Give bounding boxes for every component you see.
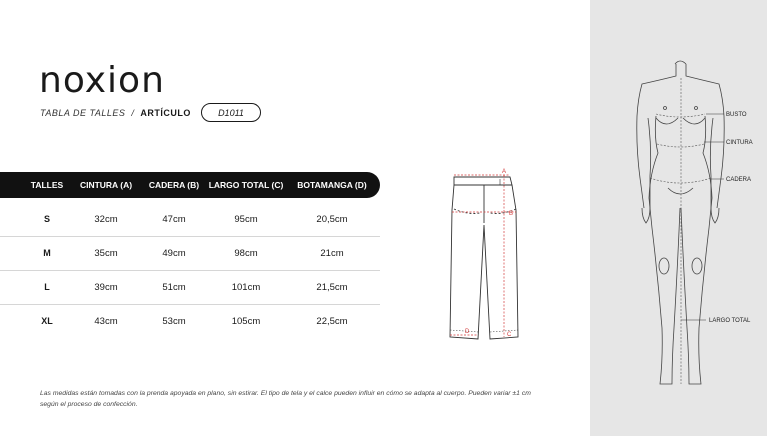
cell-botamanga: 20,5cm	[316, 214, 348, 225]
cell-cintura: 32cm	[94, 214, 118, 225]
cell-largo: 98cm	[234, 248, 258, 259]
cell-cadera: 53cm	[162, 316, 186, 327]
article-label: ARTÍCULO	[140, 108, 191, 118]
col-header-largo: LARGO TOTAL (C)	[208, 180, 284, 190]
pants-label-c: C	[507, 332, 512, 338]
cell-cadera: 51cm	[162, 282, 186, 293]
separator: /	[131, 108, 135, 118]
cell-cintura: 39cm	[94, 282, 118, 293]
body-label-largo-total: LARGO TOTAL	[709, 318, 751, 324]
cell-largo: 95cm	[234, 214, 258, 225]
table-row	[0, 271, 380, 305]
footnote: Las medidas están tomadas con la prenda apoyada en plano, sin estirar. El tipo de tela y el calce pueden influir en cómo se adapta al cuerpo. Pueden variar ±1 cm según el proceso de confección.	[40, 390, 531, 408]
col-header-cintura: CINTURA (A)	[79, 180, 133, 190]
pants-label-a: A	[502, 169, 507, 175]
cell-size: XL	[41, 316, 53, 326]
table-row	[0, 305, 380, 338]
cell-largo: 105cm	[231, 316, 261, 327]
cell-cintura: 43cm	[94, 316, 118, 327]
cell-size: M	[43, 248, 51, 258]
size-table	[0, 172, 380, 338]
pants-diagram	[440, 165, 530, 350]
page-subtitle	[40, 108, 191, 118]
cell-size: L	[44, 282, 50, 292]
cell-cintura: 35cm	[94, 248, 118, 259]
table-header	[0, 172, 380, 198]
size-table-label: TABLA DE TALLES	[40, 108, 126, 118]
article-code-badge: D1011	[201, 103, 261, 122]
cell-botamanga: 21,5cm	[316, 282, 348, 293]
col-header-cadera: CADERA (B)	[148, 180, 200, 190]
table-row	[0, 237, 380, 271]
cell-cadera: 49cm	[162, 248, 186, 259]
pants-label-b: B	[509, 211, 514, 217]
pants-label-d: D	[465, 329, 470, 335]
cell-cadera: 47cm	[162, 214, 186, 225]
body-figure	[620, 58, 760, 390]
cell-botamanga: 21cm	[320, 248, 344, 259]
cell-botamanga: 22,5cm	[316, 316, 348, 327]
body-label-cadera: CADERA	[726, 177, 752, 183]
col-header-talles: TALLES	[30, 180, 64, 190]
table-body	[0, 203, 380, 338]
brand-logo: noxion	[39, 60, 165, 101]
cell-largo: 101cm	[231, 282, 261, 293]
col-header-botamanga: BOTAMANGA (D)	[297, 180, 367, 190]
cell-size: S	[43, 214, 51, 224]
body-label-busto: BUSTO	[726, 112, 747, 118]
table-row	[0, 203, 380, 237]
body-label-cintura: CINTURA	[726, 140, 753, 146]
